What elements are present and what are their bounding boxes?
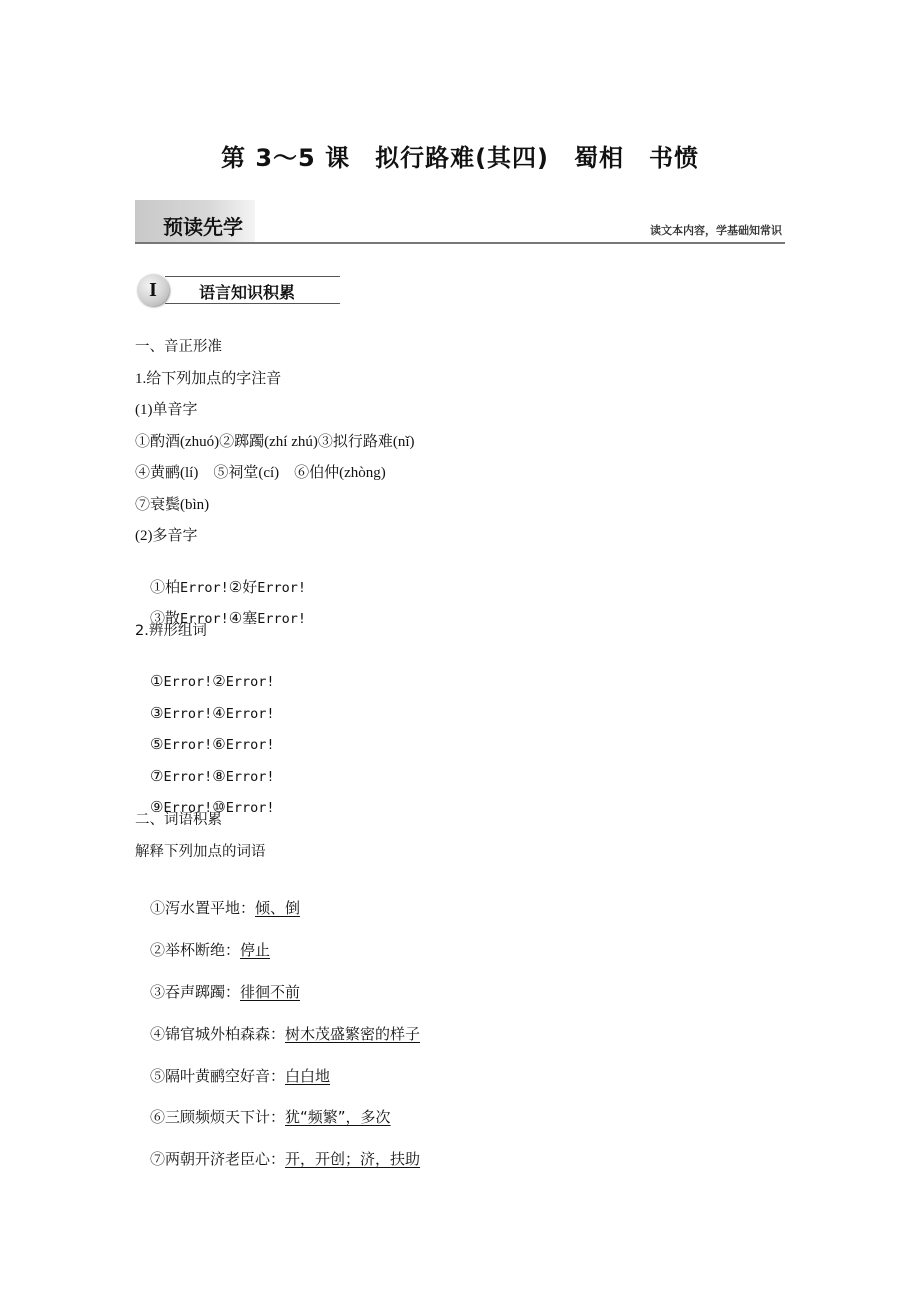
- vocabulary-item: [135, 1129, 420, 1190]
- vocabulary-term: ③吞声踯躅：: [150, 985, 241, 1001]
- item-label: ⑥: [212, 737, 226, 753]
- section-title: 预读先学: [163, 215, 243, 239]
- item-label: ④: [212, 706, 226, 722]
- vocabulary-answer: 停止: [240, 941, 271, 959]
- question-one-title: 1.给下列加点的字注音: [135, 371, 282, 387]
- vocabulary-term: ②举杯断绝：: [150, 943, 241, 959]
- error-placeholder: Error!: [225, 706, 275, 722]
- part-two-instruction: 解释下列加点的词语: [135, 844, 266, 860]
- error-placeholder: Error!: [225, 674, 275, 690]
- item-label: ⑧: [212, 769, 226, 785]
- part-one-heading: 一、音正形准: [135, 339, 222, 355]
- vocabulary-term: ⑦两朝开济老臣心：: [150, 1152, 286, 1168]
- multi-pronunciation-title: (2)多音字: [135, 528, 198, 544]
- item-label: ③散: [150, 611, 181, 627]
- error-placeholder: Error!: [225, 800, 275, 816]
- error-placeholder: Error!: [163, 800, 213, 816]
- error-placeholder: Error!: [225, 769, 275, 785]
- vocabulary-answer: 树木茂盛繁密的样子: [285, 1025, 421, 1043]
- error-placeholder: Error!: [163, 737, 213, 753]
- item-label: ⑨: [150, 800, 164, 816]
- vocabulary-answer: 开，开创；济，扶助: [285, 1150, 421, 1168]
- item-label: ②: [212, 674, 226, 690]
- subsection-title: 语言知识积累: [199, 283, 296, 302]
- error-placeholder: Error!: [163, 674, 213, 690]
- vocabulary-term: ⑥三顾频烦天下计：: [150, 1110, 286, 1126]
- single-pronunciation-title: (1)单音字: [135, 402, 198, 418]
- item-label: ③: [150, 706, 164, 722]
- question-two-title: 2.辨形组词: [135, 623, 207, 639]
- section-header-preview: [135, 200, 785, 244]
- subsection-rule-top: [165, 276, 340, 277]
- error-placeholder: Error!: [180, 611, 229, 627]
- section-divider: [135, 242, 785, 244]
- item-label: ①柏: [150, 580, 181, 596]
- vocabulary-term: ⑤隔叶黄鹂空好音：: [150, 1069, 286, 1085]
- subsection-header: [135, 272, 345, 308]
- error-placeholder: Error!: [257, 611, 307, 627]
- error-placeholder: Error!: [163, 706, 213, 722]
- vocabulary-answer: 倾、倒: [255, 899, 301, 917]
- error-placeholder: Error!: [163, 769, 213, 785]
- item-label: ⑩: [212, 800, 226, 816]
- vocabulary-term: ④锦官城外柏森森：: [150, 1027, 286, 1043]
- error-placeholder: Error!: [257, 580, 307, 596]
- page-title: 第 3～5 课 拟行路难(其四) 蜀相 书愤: [220, 144, 700, 172]
- error-placeholder: Error!: [180, 580, 229, 596]
- pronunciation-line: ⑦衰鬓(bìn): [135, 497, 210, 513]
- part-two-heading: 二、词语积累: [135, 812, 222, 828]
- pronunciation-line: ①酌酒(zhuó)②踯躅(zhí zhú)③拟行路难(nǐ): [135, 434, 415, 450]
- item-label: ④塞: [228, 611, 258, 627]
- vocabulary-term: ①泻水置平地：: [150, 901, 256, 917]
- roman-numeral-badge: I: [137, 274, 169, 306]
- item-label: ⑦: [150, 769, 164, 785]
- pronunciation-line: ④黄鹂(lí) ⑤祠堂(cí) ⑥伯仲(zhòng): [135, 465, 386, 481]
- vocabulary-answer: 徘徊不前: [240, 983, 301, 1001]
- vocabulary-answer: 犹“频繁”，多次: [285, 1108, 391, 1126]
- vocabulary-answer: 白白地: [285, 1067, 331, 1085]
- error-placeholder: Error!: [225, 737, 275, 753]
- item-label: ②好: [228, 580, 258, 596]
- item-label: ⑤: [150, 737, 164, 753]
- section-subtitle: 读文本内容，学基础知常识: [650, 224, 782, 237]
- subsection-rule-bottom: [165, 303, 340, 304]
- item-label: ①: [150, 674, 164, 690]
